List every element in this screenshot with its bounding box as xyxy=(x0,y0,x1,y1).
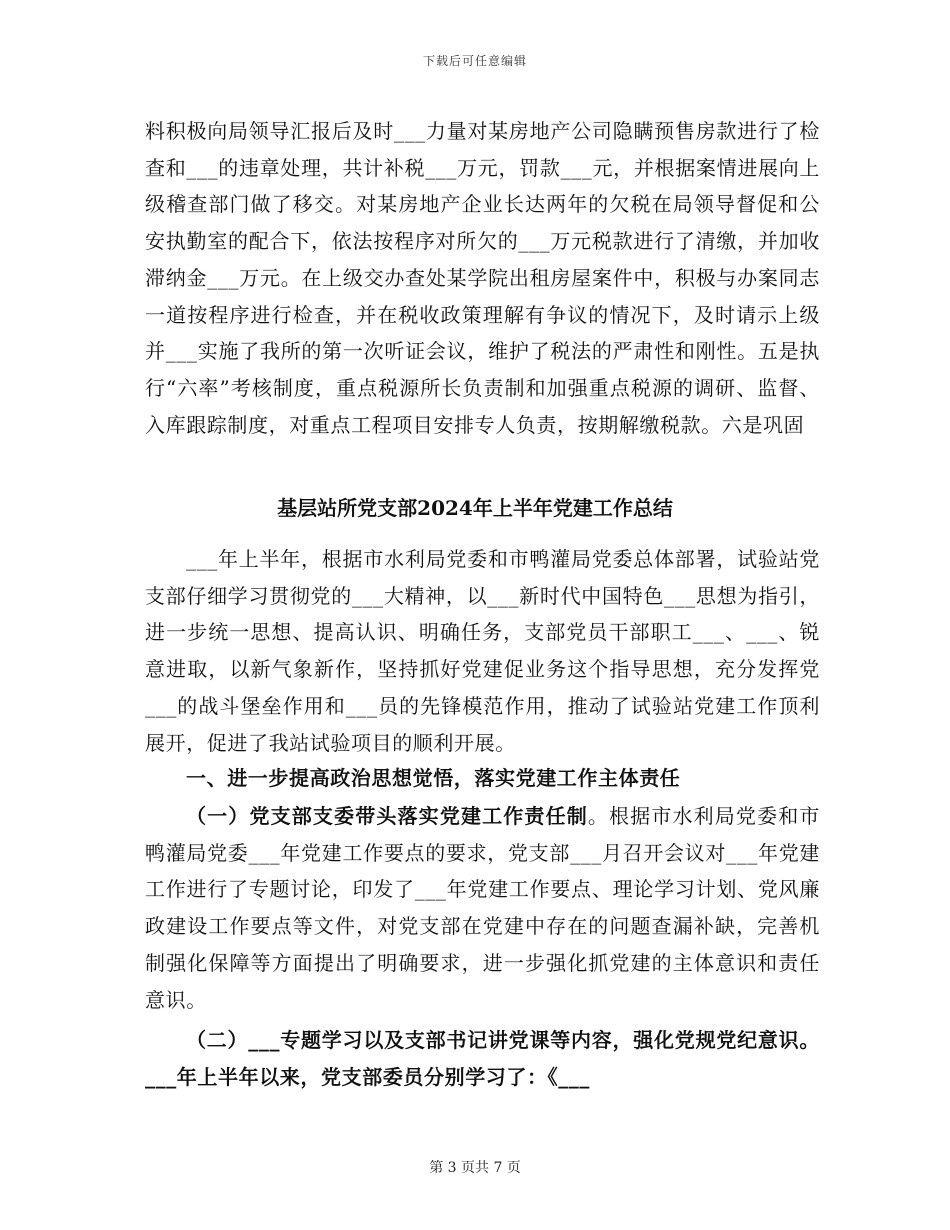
page-footer: 第 3 页共 7 页 xyxy=(429,1160,521,1176)
continuation-paragraph: 料积极向局领导汇报后及时___力量对某房地产公司隐瞒预售房款进行了检查和___的违章处理，共计补税___万元，罚款___元，并根据案情进展向上级稽查部门做了移交。对某房地产企业长达两年的欠税在局领导督促和公安执勤室的配合下，依法按程序对所欠的___万元税款进行了清缴，并加收滞纳金___万元。在上级交办查处某学院出租房屋案件中，积极与办案同志一道按程序进行检查，并在税收政策理解有争议的情况下，及时请示上级并___实施了我所的第一次听证会议，维护了税法的严肃性和刚性。五是执行“六率”考核制度，重点税源所长负责制和加强重点税源的调研、监督、入库跟踪制度，对重点工程项目安排专人负责，按期解缴税款。六是巩固 xyxy=(145,119,820,437)
page-header: 下载后可任意编辑 xyxy=(422,54,527,68)
section-heading-1: 一、进一步提高政治思想觉悟，落实党建工作主体责任 xyxy=(186,766,681,790)
subsection-1-text: 。根据市水利局党委和市鸭灌局党委___年党建工作要点的要求，党支部___月召开会议对___年党建工作进行了专题讨论，印发了___年党建工作要点、理论学习计划、党风廉政建设工作要点等文件，对党支部在党建中存在的问题查漏补缺，完善机制强化保障等方面提出了明确要求，进一步强化抓党建的主体意识和责任意识。 xyxy=(145,804,820,1012)
subsection-1-paragraph xyxy=(145,798,820,1018)
subsection-2-paragraph: （二）___专题学习以及支部书记讲党课等内容，强化党规党纪意识。___年上半年以来，党支部委员分别学习了：《___ xyxy=(145,1028,820,1089)
subsection-1-heading: （一）党支部支委带头落实党建工作责任制 xyxy=(186,804,588,828)
intro-paragraph: ___年上半年，根据市水利局党委和市鸭灌局党委总体部署，试验站党支部仔细学习贯彻党的___大精神，以___新时代中国特色___思想为指引，进一步统一思想、提高认识、明确任务，支部党员干部职工___、___、锐意进取，以新气象新作，坚持抓好党建促业务这个指导思想，充分发挥党___的战斗堡垒作用和___员的先锋模范作用，推动了试验站党建工作顶利展开，促进了我站试验项目的顺利开展。 xyxy=(145,547,820,755)
document-title: 基层站所党支部2024年上半年党建工作总结 xyxy=(277,496,673,520)
